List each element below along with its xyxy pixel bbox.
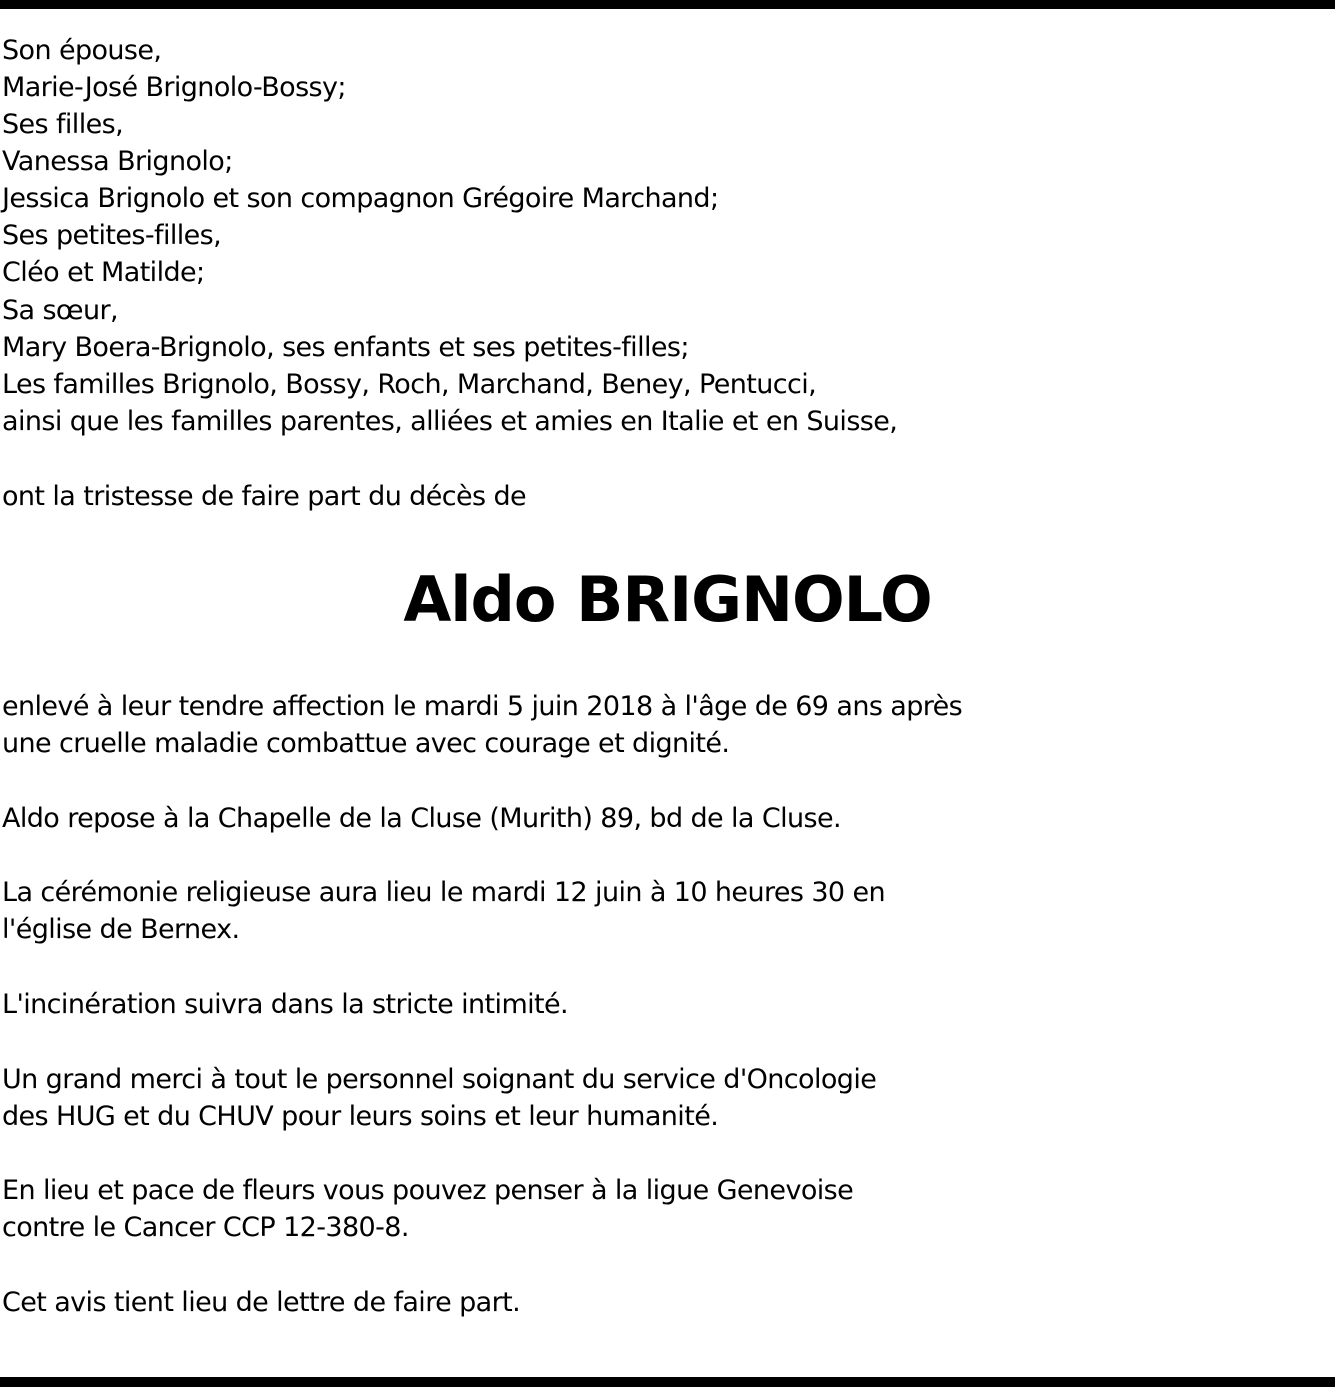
family-line: Ses filles, xyxy=(2,109,124,140)
announcement: ont la tristesse de faire part du décès de xyxy=(2,481,526,512)
cremation-info: L'incinération suivra dans la stricte intimité. xyxy=(2,989,569,1020)
ceremony-line: l'église de Bernex. xyxy=(2,914,240,945)
family-line: Ses petites-filles, xyxy=(2,220,222,251)
thanks-line: Un grand merci à tout le personnel soignant du service d'Oncologie xyxy=(2,1064,877,1095)
closing-note: Cet avis tient lieu de lettre de faire part. xyxy=(2,1287,521,1318)
family-line: Mary Boera-Brignolo, ses enfants et ses petites-filles; xyxy=(2,332,689,363)
thanks-line: des HUG et du CHUV pour leurs soins et leur humanité. xyxy=(2,1101,719,1132)
family-line: Cléo et Matilde; xyxy=(2,257,205,288)
donation-line: contre le Cancer CCP 12-380-8. xyxy=(2,1212,409,1243)
death-notice-line: une cruelle maladie combattue avec courage et dignité. xyxy=(2,728,730,759)
viewing-info: Aldo repose à la Chapelle de la Cluse (Murith) 89, bd de la Cluse. xyxy=(2,803,841,834)
deceased-name: Aldo BRIGNOLO xyxy=(403,563,932,636)
ceremony-line: La cérémonie religieuse aura lieu le mardi 12 juin à 10 heures 30 en xyxy=(2,877,885,908)
top-rule xyxy=(0,0,1335,9)
family-line: Jessica Brignolo et son compagnon Grégoire Marchand; xyxy=(2,183,719,214)
family-line: Vanessa Brignolo; xyxy=(2,146,233,177)
bottom-rule xyxy=(0,1377,1335,1387)
donation-line: En lieu et pace de fleurs vous pouvez penser à la ligue Genevoise xyxy=(2,1175,854,1206)
family-line: Son épouse, xyxy=(2,35,162,66)
family-line: Marie-José Brignolo-Bossy; xyxy=(2,72,346,103)
family-line: Sa sœur, xyxy=(2,295,118,326)
death-notice-line: enlevé à leur tendre affection le mardi 5 juin 2018 à l'âge de 69 ans après xyxy=(2,691,963,722)
family-line: ainsi que les familles parentes, alliées et amies en Italie et en Suisse, xyxy=(2,406,898,437)
family-line: Les familles Brignolo, Bossy, Roch, Marchand, Beney, Pentucci, xyxy=(2,369,817,400)
